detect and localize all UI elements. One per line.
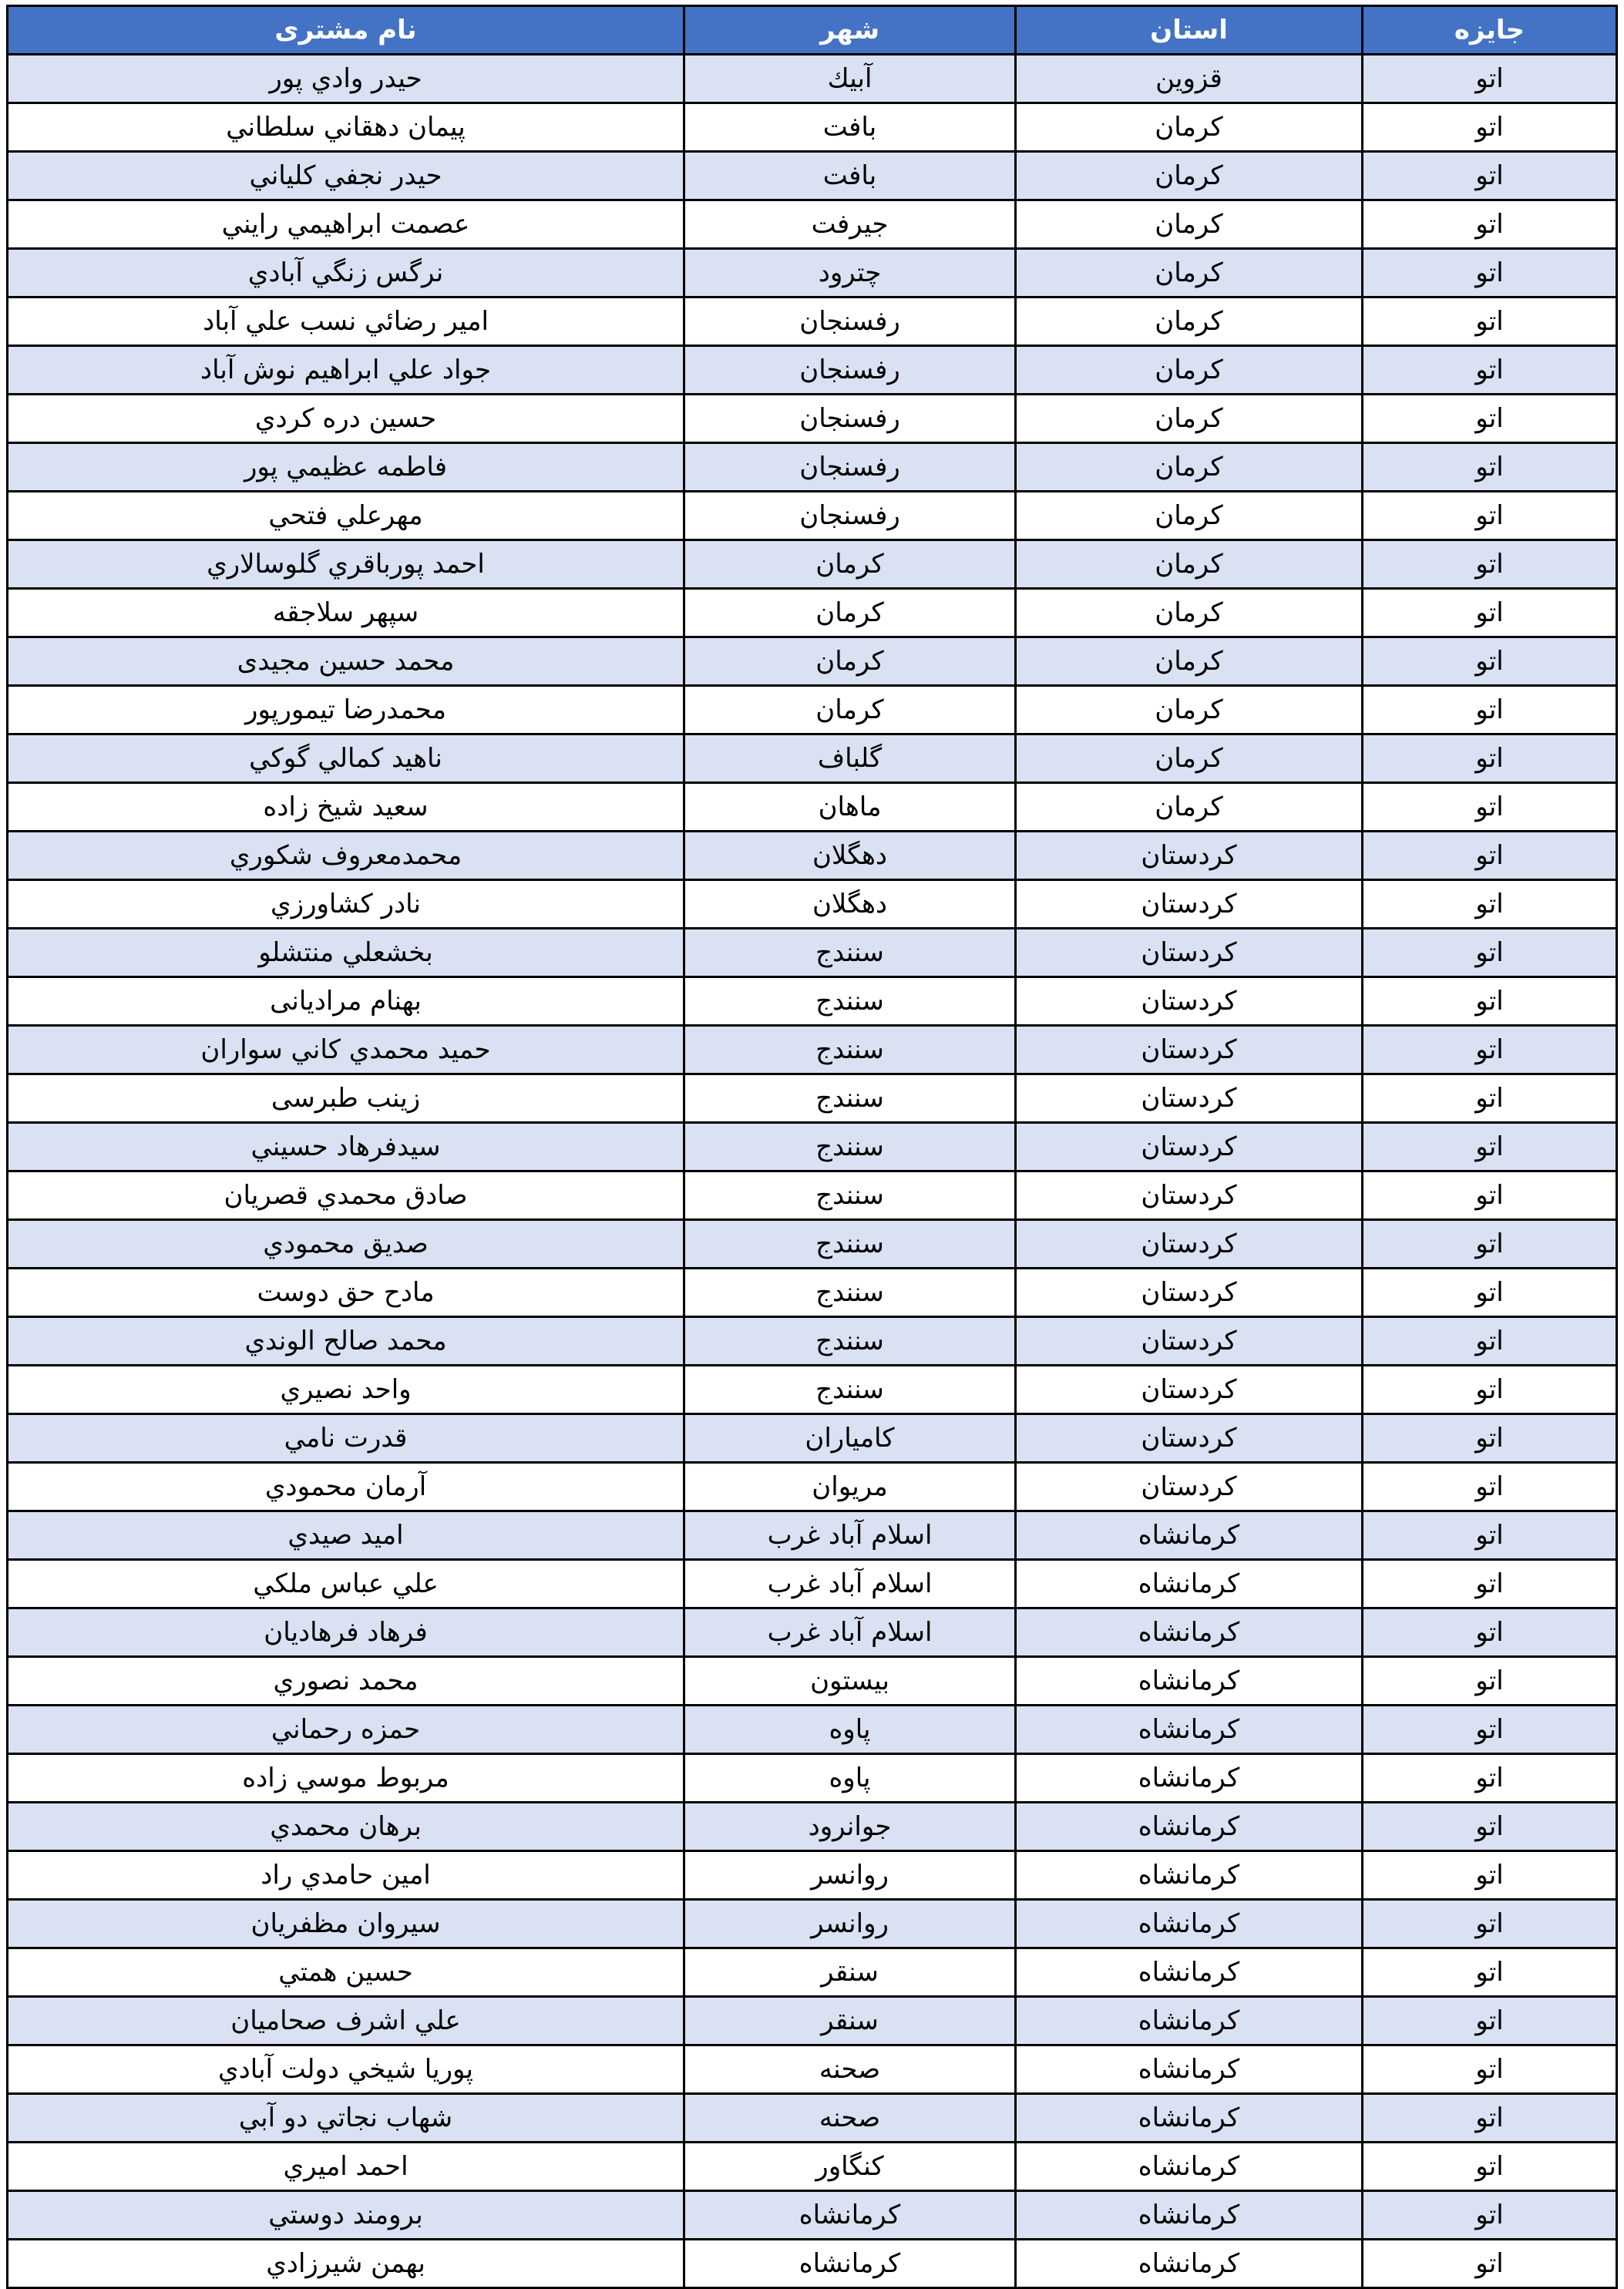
table-row <box>8 832 1617 880</box>
cell-city: سنقر <box>684 1997 1016 2045</box>
cell-city: كامياران <box>684 1414 1016 1463</box>
cell-prize: اتو <box>1363 200 1617 249</box>
cell-customer-name: عصمت ابراهيمي رايني <box>8 200 684 249</box>
cell-province: كردستان <box>1016 1269 1363 1317</box>
cell-province: كرمانشاه <box>1016 1560 1363 1608</box>
cell-city: رفسنجان <box>684 492 1016 540</box>
cell-province: كرمانشاه <box>1016 2094 1363 2143</box>
cell-city: كرمان <box>684 540 1016 589</box>
cell-prize: اتو <box>1363 1511 1617 1560</box>
header-row <box>8 6 1617 55</box>
cell-province: كرمانشاه <box>1016 1997 1363 2045</box>
cell-customer-name: سيدفرهاد حسيني <box>8 1123 684 1171</box>
cell-prize: اتو <box>1363 1171 1617 1220</box>
cell-prize: اتو <box>1363 346 1617 395</box>
cell-province: كرمانشاه <box>1016 1608 1363 1657</box>
table-row <box>8 1171 1617 1220</box>
cell-prize: اتو <box>1363 589 1617 637</box>
cell-prize: اتو <box>1363 1608 1617 1657</box>
table-row <box>8 2045 1617 2094</box>
cell-province: كردستان <box>1016 1414 1363 1463</box>
table-row <box>8 2240 1617 2288</box>
cell-prize: اتو <box>1363 734 1617 783</box>
cell-province: كردستان <box>1016 1074 1363 1123</box>
cell-customer-name: امير رضائي نسب علي آباد <box>8 297 684 346</box>
table-row <box>8 103 1617 152</box>
cell-customer-name: مادح حق دوست <box>8 1269 684 1317</box>
cell-province: كرمانشاه <box>1016 1900 1363 1948</box>
cell-customer-name: پيمان دهقاني سلطاني <box>8 103 684 152</box>
cell-city: پاوه <box>684 1706 1016 1754</box>
cell-prize: اتو <box>1363 1317 1617 1366</box>
cell-prize: اتو <box>1363 1657 1617 1706</box>
cell-city: پاوه <box>684 1754 1016 1803</box>
cell-city: سنندج <box>684 1074 1016 1123</box>
cell-customer-name: فرهاد فرهاديان <box>8 1608 684 1657</box>
cell-prize: اتو <box>1363 880 1617 929</box>
cell-city: جوانرود <box>684 1803 1016 1851</box>
cell-city: كرمان <box>684 589 1016 637</box>
cell-city: جيرفت <box>684 200 1016 249</box>
table-row <box>8 734 1617 783</box>
table-row <box>8 2143 1617 2191</box>
table-row <box>8 589 1617 637</box>
cell-province: كردستان <box>1016 977 1363 1026</box>
cell-customer-name: مهرعلي فتحي <box>8 492 684 540</box>
cell-prize: اتو <box>1363 1220 1617 1269</box>
table-row <box>8 637 1617 686</box>
table-row <box>8 1997 1617 2045</box>
table-row <box>8 977 1617 1026</box>
table-row <box>8 1608 1617 1657</box>
cell-province: كرمانشاه <box>1016 2191 1363 2240</box>
cell-province: كردستان <box>1016 832 1363 880</box>
cell-province: كرمانشاه <box>1016 1803 1363 1851</box>
cell-customer-name: محمدرضا تيمورپور <box>8 686 684 734</box>
cell-customer-name: نادر كشاورزي <box>8 880 684 929</box>
cell-prize: اتو <box>1363 832 1617 880</box>
table-row <box>8 1366 1617 1414</box>
table-row <box>8 1123 1617 1171</box>
cell-province: كرمان <box>1016 637 1363 686</box>
table-row <box>8 783 1617 832</box>
cell-prize: اتو <box>1363 1366 1617 1414</box>
cell-customer-name: حيدر وادي پور <box>8 55 684 103</box>
cell-city: رفسنجان <box>684 346 1016 395</box>
cell-city: كرمانشاه <box>684 2240 1016 2288</box>
cell-prize: اتو <box>1363 152 1617 200</box>
cell-customer-name: بهنام مراديانی <box>8 977 684 1026</box>
cell-prize: اتو <box>1363 1026 1617 1074</box>
table-row <box>8 686 1617 734</box>
cell-customer-name: بهمن شيرزادي <box>8 2240 684 2288</box>
cell-province: كرمان <box>1016 492 1363 540</box>
cell-prize: اتو <box>1363 395 1617 443</box>
header-prize: جايزه <box>1363 6 1617 55</box>
cell-city: ماهان <box>684 783 1016 832</box>
cell-province: كرمانشاه <box>1016 2240 1363 2288</box>
table-row <box>8 1900 1617 1948</box>
cell-customer-name: محمد صالح الوندي <box>8 1317 684 1366</box>
table-row <box>8 297 1617 346</box>
table-row <box>8 346 1617 395</box>
cell-province: كرمانشاه <box>1016 2143 1363 2191</box>
cell-prize: اتو <box>1363 637 1617 686</box>
table-row <box>8 443 1617 492</box>
cell-province: كرمان <box>1016 443 1363 492</box>
cell-province: كرمانشاه <box>1016 1754 1363 1803</box>
cell-city: روانسر <box>684 1900 1016 1948</box>
cell-customer-name: علي اشرف صحاميان <box>8 1997 684 2045</box>
cell-prize: اتو <box>1363 1851 1617 1900</box>
table-row <box>8 1317 1617 1366</box>
cell-prize: اتو <box>1363 249 1617 297</box>
cell-customer-name: نرگس زنگي آبادي <box>8 249 684 297</box>
cell-province: كرمان <box>1016 734 1363 783</box>
cell-city: دهگلان <box>684 880 1016 929</box>
cell-city: كرمانشاه <box>684 2191 1016 2240</box>
cell-city: سنندج <box>684 1171 1016 1220</box>
cell-customer-name: پوريا شيخي دولت آبادي <box>8 2045 684 2094</box>
table-row <box>8 1463 1617 1511</box>
cell-prize: اتو <box>1363 1463 1617 1511</box>
table-row <box>8 1220 1617 1269</box>
table-row <box>8 1803 1617 1851</box>
cell-prize: اتو <box>1363 55 1617 103</box>
cell-city: مريوان <box>684 1463 1016 1511</box>
table-row <box>8 55 1617 103</box>
header-customer-name: نام مشتری <box>8 6 684 55</box>
cell-province: كرمان <box>1016 297 1363 346</box>
cell-customer-name: محمدمعروف شكوري <box>8 832 684 880</box>
table-row <box>8 249 1617 297</box>
cell-province: كردستان <box>1016 880 1363 929</box>
cell-customer-name: محمد حسين مجيدی <box>8 637 684 686</box>
cell-city: صحنه <box>684 2045 1016 2094</box>
cell-prize: اتو <box>1363 1997 1617 2045</box>
cell-customer-name: شهاب نجاتي دو آبي <box>8 2094 684 2143</box>
cell-prize: اتو <box>1363 2143 1617 2191</box>
cell-customer-name: علي عباس ملكي <box>8 1560 684 1608</box>
cell-province: كرمان <box>1016 152 1363 200</box>
table-row <box>8 1754 1617 1803</box>
cell-customer-name: آرمان محمودي <box>8 1463 684 1511</box>
cell-customer-name: برومند دوستي <box>8 2191 684 2240</box>
cell-customer-name: حسين دره كردي <box>8 395 684 443</box>
cell-province: كرمانشاه <box>1016 2045 1363 2094</box>
table-row <box>8 1026 1617 1074</box>
cell-customer-name: جواد علي ابراهيم نوش آباد <box>8 346 684 395</box>
table-row <box>8 1269 1617 1317</box>
cell-province: كرمانشاه <box>1016 1851 1363 1900</box>
table-row <box>8 1074 1617 1123</box>
cell-province: كردستان <box>1016 1463 1363 1511</box>
table-row <box>8 1414 1617 1463</box>
cell-city: رفسنجان <box>684 395 1016 443</box>
cell-prize: اتو <box>1363 783 1617 832</box>
cell-prize: اتو <box>1363 1900 1617 1948</box>
cell-city: سنندج <box>684 929 1016 977</box>
table-row <box>8 1560 1617 1608</box>
cell-customer-name: سپهر سلاجقه <box>8 589 684 637</box>
cell-city: بيستون <box>684 1657 1016 1706</box>
cell-prize: اتو <box>1363 297 1617 346</box>
cell-customer-name: سعيد شيخ زاده <box>8 783 684 832</box>
cell-customer-name: اميد صيدي <box>8 1511 684 1560</box>
cell-customer-name: برهان محمدي <box>8 1803 684 1851</box>
table-row <box>8 395 1617 443</box>
customer-prize-table <box>6 5 1618 2289</box>
cell-province: كرمان <box>1016 395 1363 443</box>
cell-city: گلباف <box>684 734 1016 783</box>
table-row <box>8 540 1617 589</box>
cell-prize: اتو <box>1363 686 1617 734</box>
cell-city: رفسنجان <box>684 443 1016 492</box>
cell-prize: اتو <box>1363 103 1617 152</box>
cell-city: بافت <box>684 103 1016 152</box>
cell-province: كرمان <box>1016 686 1363 734</box>
cell-province: كرمانشاه <box>1016 1706 1363 1754</box>
cell-customer-name: صديق محمودي <box>8 1220 684 1269</box>
table-body <box>8 55 1617 2288</box>
cell-city: سنندج <box>684 1123 1016 1171</box>
cell-province: كرمانشاه <box>1016 1948 1363 1997</box>
cell-city: سنندج <box>684 1220 1016 1269</box>
cell-province: كرمان <box>1016 783 1363 832</box>
cell-city: اسلام آباد غرب <box>684 1608 1016 1657</box>
cell-city: سنندج <box>684 1317 1016 1366</box>
table-row <box>8 492 1617 540</box>
cell-prize: اتو <box>1363 1560 1617 1608</box>
cell-prize: اتو <box>1363 1414 1617 1463</box>
table-row <box>8 929 1617 977</box>
cell-prize: اتو <box>1363 2045 1617 2094</box>
cell-city: رفسنجان <box>684 297 1016 346</box>
cell-province: كرمان <box>1016 249 1363 297</box>
cell-prize: اتو <box>1363 443 1617 492</box>
cell-province: كرمان <box>1016 103 1363 152</box>
cell-province: كرمان <box>1016 589 1363 637</box>
table-row <box>8 152 1617 200</box>
cell-customer-name: واحد نصيري <box>8 1366 684 1414</box>
cell-province: كردستان <box>1016 1026 1363 1074</box>
cell-province: كردستان <box>1016 1123 1363 1171</box>
cell-customer-name: حميد محمدي كاني سواران <box>8 1026 684 1074</box>
cell-city: اسلام آباد غرب <box>684 1511 1016 1560</box>
table-row <box>8 880 1617 929</box>
cell-prize: اتو <box>1363 929 1617 977</box>
cell-city: آبيك <box>684 55 1016 103</box>
cell-customer-name: احمد پورباقري گلوسالاري <box>8 540 684 589</box>
cell-city: سنندج <box>684 1269 1016 1317</box>
cell-city: سنندج <box>684 1366 1016 1414</box>
cell-customer-name: بخشعلي منتشلو <box>8 929 684 977</box>
cell-customer-name: سيروان مظفريان <box>8 1900 684 1948</box>
cell-prize: اتو <box>1363 2191 1617 2240</box>
table-row <box>8 1657 1617 1706</box>
cell-prize: اتو <box>1363 1803 1617 1851</box>
cell-customer-name: حيدر نجفي كلياني <box>8 152 684 200</box>
cell-customer-name: حمزه رحماني <box>8 1706 684 1754</box>
cell-city: كنگاور <box>684 2143 1016 2191</box>
cell-province: كردستان <box>1016 1317 1363 1366</box>
table-row <box>8 1511 1617 1560</box>
header-province: استان <box>1016 6 1363 55</box>
cell-prize: اتو <box>1363 977 1617 1026</box>
cell-prize: اتو <box>1363 1706 1617 1754</box>
cell-customer-name: احمد اميري <box>8 2143 684 2191</box>
cell-city: اسلام آباد غرب <box>684 1560 1016 1608</box>
cell-city: چترود <box>684 249 1016 297</box>
cell-customer-name: ناهيد كمالي گوكي <box>8 734 684 783</box>
table-row <box>8 2191 1617 2240</box>
cell-province: قزوين <box>1016 55 1363 103</box>
cell-customer-name: قدرت نامي <box>8 1414 684 1463</box>
table-row <box>8 2094 1617 2143</box>
cell-province: كرمان <box>1016 346 1363 395</box>
cell-city: دهگلان <box>684 832 1016 880</box>
cell-province: كرمانشاه <box>1016 1511 1363 1560</box>
cell-customer-name: صادق محمدي قصريان <box>8 1171 684 1220</box>
cell-prize: اتو <box>1363 2094 1617 2143</box>
table-row <box>8 1948 1617 1997</box>
cell-province: كردستان <box>1016 1171 1363 1220</box>
cell-city: سنندج <box>684 1026 1016 1074</box>
cell-city: سنندج <box>684 977 1016 1026</box>
cell-customer-name: محمد نصوري <box>8 1657 684 1706</box>
cell-province: كردستان <box>1016 1220 1363 1269</box>
cell-prize: اتو <box>1363 1269 1617 1317</box>
cell-customer-name: مربوط موسي زاده <box>8 1754 684 1803</box>
cell-province: كردستان <box>1016 929 1363 977</box>
table-row <box>8 1851 1617 1900</box>
cell-province: كرمان <box>1016 200 1363 249</box>
cell-customer-name: حسين همتي <box>8 1948 684 1997</box>
cell-prize: اتو <box>1363 1948 1617 1997</box>
cell-city: روانسر <box>684 1851 1016 1900</box>
cell-prize: اتو <box>1363 540 1617 589</box>
cell-city: بافت <box>684 152 1016 200</box>
cell-province: كردستان <box>1016 1366 1363 1414</box>
cell-city: صحنه <box>684 2094 1016 2143</box>
cell-prize: اتو <box>1363 1074 1617 1123</box>
table-row <box>8 1706 1617 1754</box>
cell-province: كرمان <box>1016 540 1363 589</box>
cell-city: كرمان <box>684 686 1016 734</box>
cell-prize: اتو <box>1363 1754 1617 1803</box>
cell-city: كرمان <box>684 637 1016 686</box>
cell-province: كرمانشاه <box>1016 1657 1363 1706</box>
cell-prize: اتو <box>1363 1123 1617 1171</box>
cell-customer-name: زينب طبرسی <box>8 1074 684 1123</box>
table-row <box>8 200 1617 249</box>
cell-customer-name: امين حامدي راد <box>8 1851 684 1900</box>
cell-prize: اتو <box>1363 492 1617 540</box>
header-city: شهر <box>684 6 1016 55</box>
cell-prize: اتو <box>1363 2240 1617 2288</box>
cell-customer-name: فاطمه عظيمي پور <box>8 443 684 492</box>
cell-city: سنقر <box>684 1948 1016 1997</box>
